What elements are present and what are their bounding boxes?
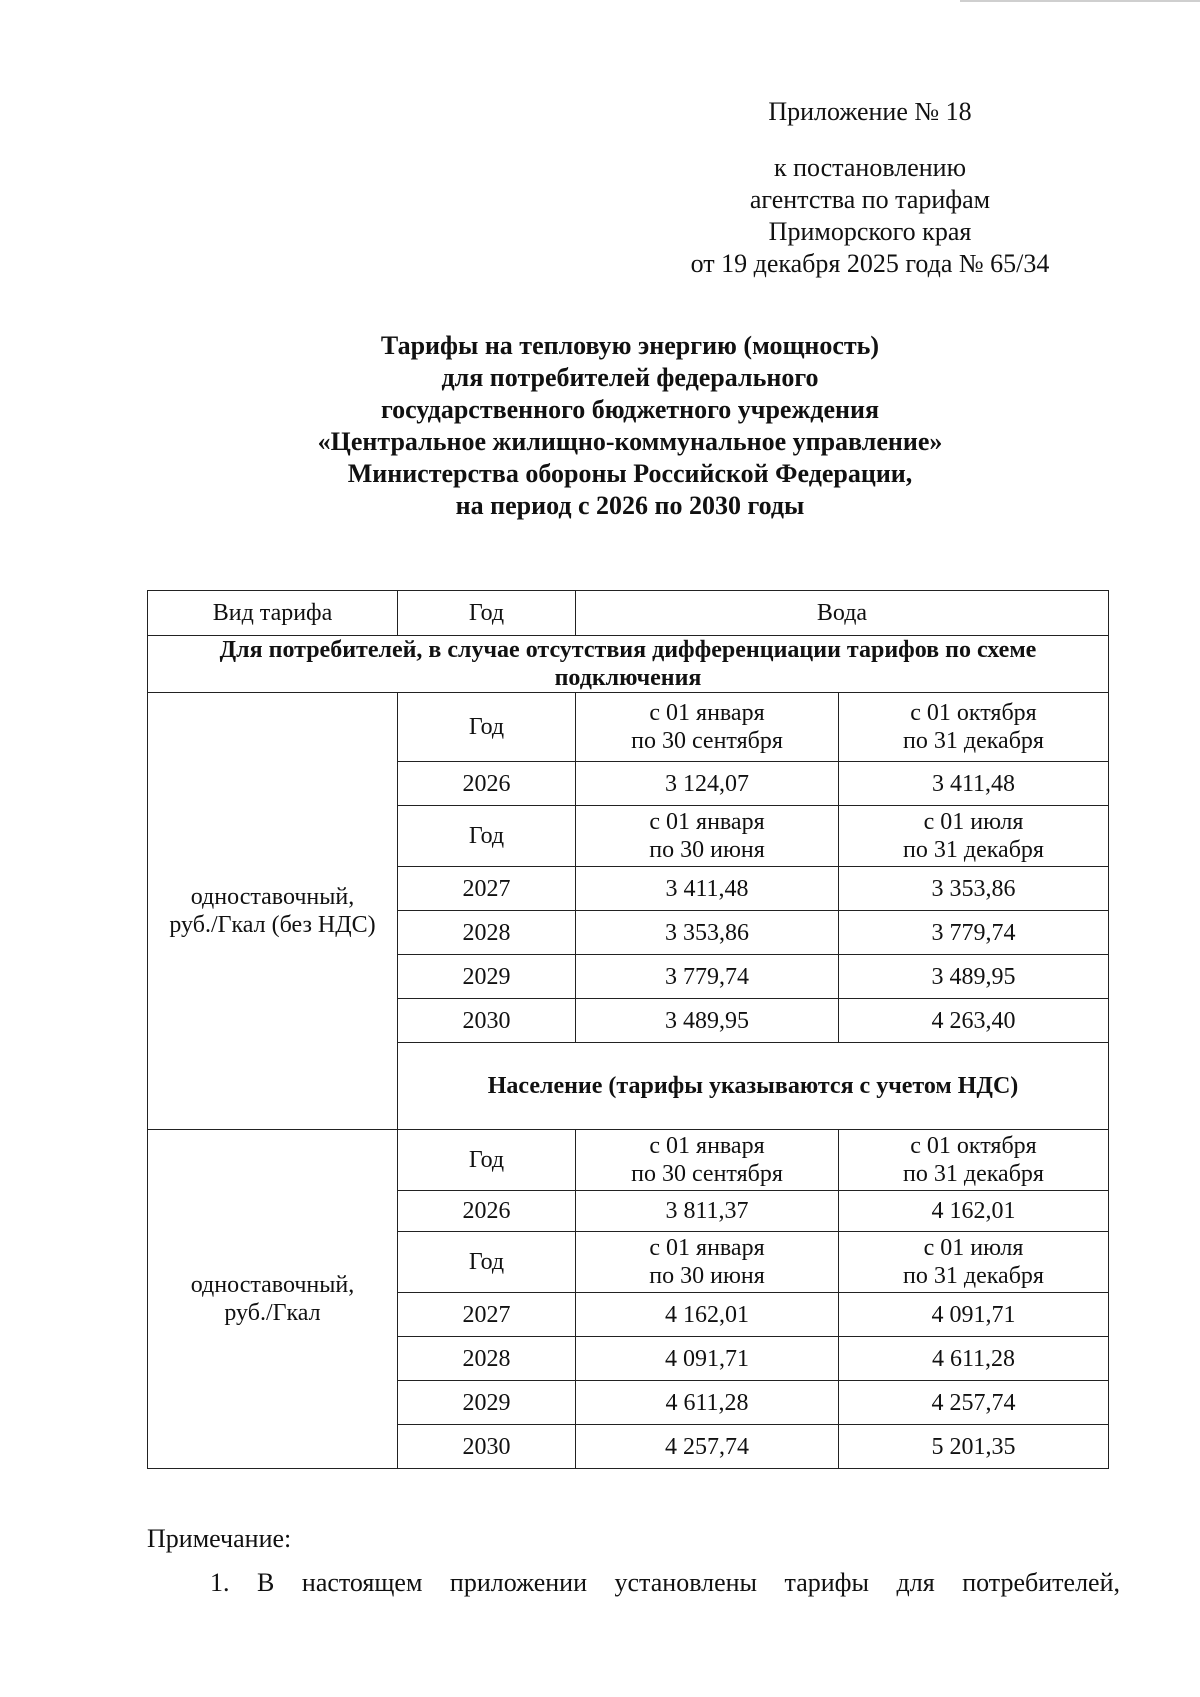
value-cell: 5 201,35 (839, 1425, 1109, 1469)
header-year: Год (398, 591, 576, 636)
year-cell: 2028 (398, 1337, 576, 1381)
appendix-number: Приложение № 18 (768, 97, 972, 126)
period-line: по 31 декабря (903, 1161, 1044, 1187)
value-cell: 4 162,01 (839, 1191, 1109, 1232)
year-label: Год (398, 806, 576, 867)
tariff-label-line: одноставочный, (190, 884, 355, 910)
header-water: Вода (576, 591, 1109, 636)
period-line: по 30 июня (649, 1263, 765, 1289)
tariff-type-cell (148, 1130, 398, 1469)
period-line: с 01 января (649, 1133, 765, 1159)
period-line: с 01 января (649, 1235, 765, 1261)
value-cell: 3 411,48 (839, 762, 1109, 806)
value-cell: 4 257,74 (839, 1381, 1109, 1425)
year-cell: 2028 (398, 911, 576, 955)
value-cell: 3 779,74 (839, 911, 1109, 955)
period-line: по 31 декабря (903, 837, 1044, 863)
period-2-label (839, 693, 1109, 762)
period-line: по 31 декабря (903, 1263, 1044, 1289)
title-line: «Центральное жилищно-коммунальное управление» (317, 427, 943, 456)
period-header-row (148, 1130, 1109, 1191)
value-cell: 4 263,40 (839, 999, 1109, 1043)
appendix-line: Приморского края (768, 217, 972, 246)
value-cell: 3 779,74 (576, 955, 839, 999)
period-line: по 30 июня (649, 837, 765, 863)
value-cell: 3 489,95 (839, 955, 1109, 999)
period-2-label (839, 1130, 1109, 1191)
tariff-label-line: руб./Гкал (без НДС) (169, 912, 376, 938)
year-cell: 2027 (398, 867, 576, 911)
header-tariff-type: Вид тарифа (148, 591, 398, 636)
section-heading: Для потребителей, в случае отсутствия дифференциации тарифов по схеме подключения (148, 636, 1109, 693)
title-line: Министерства обороны Российской Федерации, (347, 459, 913, 488)
value-cell: 3 353,86 (839, 867, 1109, 911)
value-cell: 3 811,37 (576, 1191, 839, 1232)
period-line: по 31 декабря (903, 728, 1044, 754)
value-cell: 4 611,28 (839, 1337, 1109, 1381)
period-2-label (839, 1232, 1109, 1293)
tariff-label-line: одноставочный, (190, 1272, 355, 1298)
year-label: Год (398, 693, 576, 762)
period-1-label (576, 1232, 839, 1293)
period-line: с 01 января (649, 809, 765, 835)
period-line: с 01 октября (910, 1133, 1037, 1159)
title-line: государственного бюджетного учреждения (380, 395, 880, 424)
appendix-reference (640, 152, 1100, 280)
year-cell: 2029 (398, 955, 576, 999)
tariff-label-line: руб./Гкал (224, 1300, 321, 1326)
note-item-1: 1. В настоящем приложении установлены тарифы для потребителей, (210, 1568, 1120, 1597)
title-line: для потребителей федерального (441, 363, 819, 392)
appendix-line: от 19 декабря 2025 года № 65/34 (690, 249, 1050, 278)
notes-label: Примечание: (147, 1524, 292, 1553)
table-header-row (148, 591, 1109, 636)
value-cell: 3 489,95 (576, 999, 839, 1043)
period-line: по 30 сентября (631, 728, 783, 754)
period-line: с 01 июля (923, 1235, 1024, 1261)
tariff-table (147, 590, 1109, 1469)
value-cell: 4 162,01 (576, 1293, 839, 1337)
year-cell: 2030 (398, 1425, 576, 1469)
value-cell: 3 353,86 (576, 911, 839, 955)
period-2-label (839, 806, 1109, 867)
tariff-type-cell (148, 693, 398, 1130)
value-cell: 4 091,71 (839, 1293, 1109, 1337)
appendix-line: агентства по тарифам (749, 185, 991, 214)
period-line: по 30 сентября (631, 1161, 783, 1187)
year-cell: 2026 (398, 762, 576, 806)
year-label: Год (398, 1232, 576, 1293)
period-line: с 01 июля (923, 809, 1024, 835)
title-line: на период с 2026 по 2030 годы (455, 491, 805, 520)
value-cell: 3 124,07 (576, 762, 839, 806)
period-1-label (576, 1130, 839, 1191)
appendix-line: к постановлению (773, 153, 967, 182)
title-line: Тарифы на тепловую энергию (мощность) (380, 331, 880, 360)
year-cell: 2030 (398, 999, 576, 1043)
year-cell: 2026 (398, 1191, 576, 1232)
year-label: Год (398, 1130, 576, 1191)
year-cell: 2029 (398, 1381, 576, 1425)
period-header-row (148, 693, 1109, 762)
section-heading: Население (тарифы указываются с учетом НДС) (398, 1043, 1109, 1130)
year-cell: 2027 (398, 1293, 576, 1337)
value-cell: 4 611,28 (576, 1381, 839, 1425)
period-1-label (576, 693, 839, 762)
value-cell: 4 091,71 (576, 1337, 839, 1381)
value-cell: 3 411,48 (576, 867, 839, 911)
section-heading-row (148, 636, 1109, 693)
period-1-label (576, 806, 839, 867)
period-line: с 01 января (649, 700, 765, 726)
period-line: с 01 октября (910, 700, 1037, 726)
value-cell: 4 257,74 (576, 1425, 839, 1469)
scan-edge-line (960, 0, 1200, 2)
document-title (140, 330, 1120, 522)
